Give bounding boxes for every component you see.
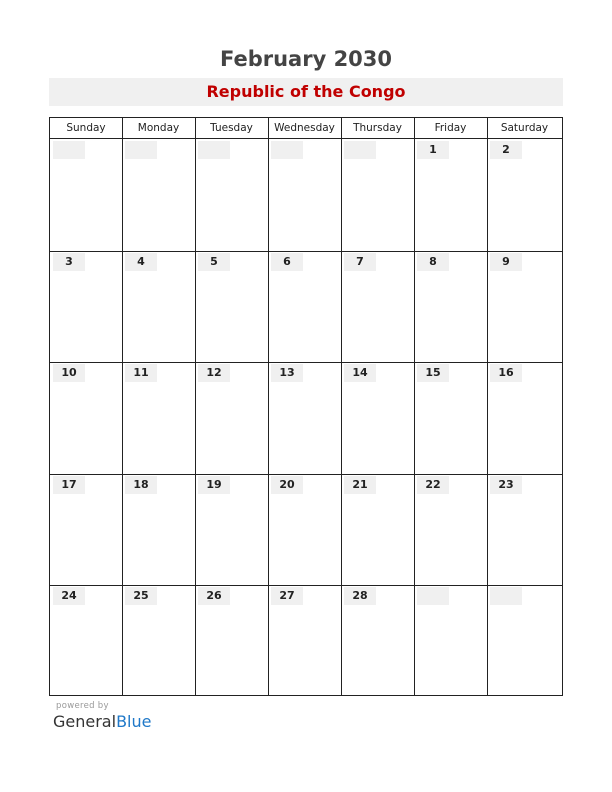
day-cell-22[interactable] — [414, 474, 487, 586]
date-number: 23 — [490, 476, 522, 494]
day-cell-20[interactable] — [268, 474, 341, 586]
day-cell-6[interactable] — [268, 251, 341, 363]
calendar-grid — [49, 117, 563, 696]
date-number — [417, 587, 449, 605]
weekday-header-sunday: Sunday — [66, 122, 106, 134]
day-cell-26[interactable] — [195, 585, 268, 697]
generalblue-logo[interactable] — [53, 712, 151, 731]
day-cell-3[interactable] — [50, 251, 122, 363]
day-cell-16[interactable] — [487, 362, 562, 474]
date-number: 18 — [125, 476, 157, 494]
date-number — [198, 141, 230, 159]
weekday-header-saturday: Saturday — [500, 122, 549, 134]
weekday-header-thursday: Thursday — [353, 122, 402, 134]
date-number: 7 — [344, 253, 376, 271]
brand-general-text: General — [53, 712, 117, 731]
date-number: 3 — [53, 253, 85, 271]
date-number: 27 — [271, 587, 303, 605]
day-cell-8[interactable] — [414, 251, 487, 363]
weekday-header-wednesday: Wednesday — [274, 122, 335, 134]
weekday-header-tuesday: Tuesday — [210, 122, 253, 134]
day-cell-5[interactable] — [195, 251, 268, 363]
empty-day-cell[interactable] — [50, 139, 122, 251]
weekday-header-friday: Friday — [434, 122, 467, 134]
date-number: 21 — [344, 476, 376, 494]
date-number: 10 — [53, 364, 85, 382]
date-number: 5 — [198, 253, 230, 271]
empty-day-cell[interactable] — [195, 139, 268, 251]
day-cell-10[interactable] — [50, 362, 122, 474]
date-number: 28 — [344, 587, 376, 605]
date-number: 25 — [125, 587, 157, 605]
date-number — [271, 141, 303, 159]
date-number: 22 — [417, 476, 449, 494]
date-number: 13 — [271, 364, 303, 382]
date-number: 20 — [271, 476, 303, 494]
day-cell-21[interactable] — [341, 474, 414, 586]
date-number: 16 — [490, 364, 522, 382]
date-number — [344, 141, 376, 159]
date-number: 26 — [198, 587, 230, 605]
date-number: 11 — [125, 364, 157, 382]
date-number: 6 — [271, 253, 303, 271]
brand-blue-text: Blue — [116, 712, 152, 731]
empty-day-cell[interactable] — [122, 139, 195, 251]
weekday-header-monday: Monday — [137, 122, 180, 134]
date-number: 9 — [490, 253, 522, 271]
empty-day-cell[interactable] — [414, 585, 487, 697]
weekday-header-row — [50, 118, 562, 139]
date-number: 17 — [53, 476, 85, 494]
empty-day-cell[interactable] — [487, 585, 562, 697]
date-number: 4 — [125, 253, 157, 271]
date-number: 19 — [198, 476, 230, 494]
month-title: February 2030 — [219, 47, 393, 71]
day-cell-7[interactable] — [341, 251, 414, 363]
date-number — [490, 587, 522, 605]
date-number: 15 — [417, 364, 449, 382]
empty-day-cell[interactable] — [268, 139, 341, 251]
date-number: 2 — [490, 141, 522, 159]
day-cell-17[interactable] — [50, 474, 122, 586]
country-name: Republic of the Congo — [206, 82, 406, 101]
day-cell-14[interactable] — [341, 362, 414, 474]
date-number — [53, 141, 85, 159]
day-cell-27[interactable] — [268, 585, 341, 697]
day-cell-28[interactable] — [341, 585, 414, 697]
day-cell-11[interactable] — [122, 362, 195, 474]
day-cell-15[interactable] — [414, 362, 487, 474]
date-number: 14 — [344, 364, 376, 382]
empty-day-cell[interactable] — [341, 139, 414, 251]
day-cell-13[interactable] — [268, 362, 341, 474]
day-cell-12[interactable] — [195, 362, 268, 474]
day-cell-1[interactable] — [414, 139, 487, 251]
date-number — [125, 141, 157, 159]
day-cell-23[interactable] — [487, 474, 562, 586]
country-banner — [49, 78, 563, 106]
day-cell-24[interactable] — [50, 585, 122, 697]
date-number: 12 — [198, 364, 230, 382]
date-number: 24 — [53, 587, 85, 605]
day-cell-18[interactable] — [122, 474, 195, 586]
date-number: 8 — [417, 253, 449, 271]
day-cell-2[interactable] — [487, 139, 562, 251]
powered-by-label: powered by — [56, 701, 109, 711]
day-cell-9[interactable] — [487, 251, 562, 363]
day-cell-25[interactable] — [122, 585, 195, 697]
day-cell-19[interactable] — [195, 474, 268, 586]
date-number: 1 — [417, 141, 449, 159]
day-cell-4[interactable] — [122, 251, 195, 363]
